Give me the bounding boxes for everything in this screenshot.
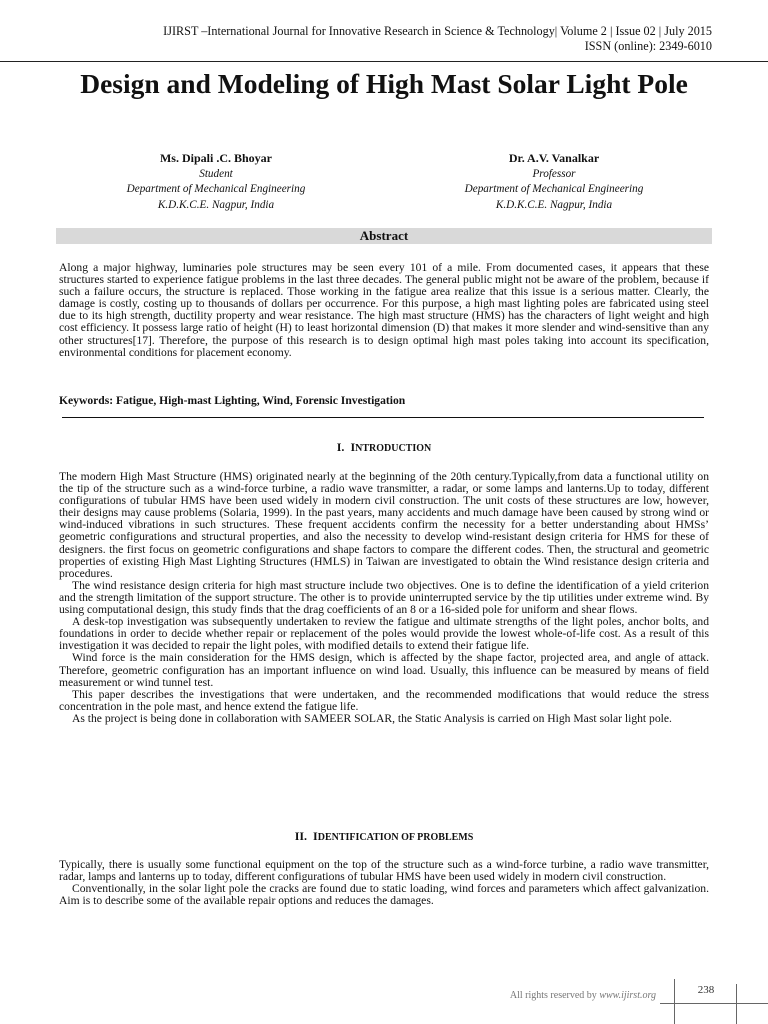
- journal-header: [72, 24, 712, 54]
- author-name: Dr. A.V. Vanalkar: [508, 151, 600, 165]
- keywords: Keywords: Fatigue, High-mast Lighting, Wind, Forensic Investigation: [59, 394, 406, 407]
- header-rule: [0, 61, 768, 62]
- paper-title: Design and Modeling of High Mast Solar Light Pole: [80, 68, 688, 99]
- paragraph: Wind force is the main consideration for the HMS design, which is affected by the shape factor, projected area, and angle of attack. Therefore, geometric configuration has an important influence on wind load. Usually, this influence can be measured by means of field measurement or wind tunnel test.: [59, 651, 709, 689]
- paragraph: Conventionally, in the solar light pole the cracks are found due to static loading, wind forces and parameters which affect galvanization. Aim is to describe some of the available repair options and reduces the damages.: [59, 882, 709, 908]
- section-title: DENTIFICATION OF PROBLEMS: [317, 832, 474, 843]
- journal-url[interactable]: www.ijirst.org: [599, 990, 656, 1001]
- section-initial: I: [313, 829, 318, 843]
- paragraph: A desk-top investigation was subsequently undertaken to review the fatigue and ultimate strengths of the light poles, anchor bolts, and foundations in order to decide whether repair or replacement of the poles would provide the lowest whole-of-life cost. As a result of this investigation it was decided to repair the light poles, with modified details to extend their fatigue life.: [59, 615, 709, 653]
- page-number: 238: [697, 984, 715, 996]
- footer-divider: [660, 1003, 768, 1004]
- paragraph: The modern High Mast Structure (HMS) originated nearly at the beginning of the 20th century.Typically,from data a functional utility on the tip of the structure such as a wind-force turbine, a radio wave transmitter, a radar, or some lamps and lanterns.Up to today, different configurations of tubular HMS have been used widely in modern civil construction. The unit costs of these structures are low, however, their designs may cause problems (Solaria, 1999). In the past years, many accidents and much damage have been caused by strong wind or wind-induced vibrations in such structures. These frequent accidents confirm the necessity for a better understanding about HMSs’ geometric configurations and structural properties, and also the necessity to develop wind-resistant design criteria for HMS for these of designers. the first focus on geometric configurations and shape factors to compare the different codes. Then, the structural and geometric properties of existing High Mast Lighting Structures (HMLS) in Taiwan are investigated to obtain the Wind resistance design criteria and procedures.: [59, 470, 709, 580]
- section-heading-introduction: [59, 440, 709, 456]
- footer-divider: [736, 984, 737, 1024]
- paragraph: Typically, there is usually some functional equipment on the top of the structure such as a wind-force turbine, a radio wave transmitter, radar, lamps and lanterns up to today, different configurations of tubular HMS have been used widely in modern civil construction.: [59, 858, 709, 884]
- section-heading-identification-of-problems: [59, 829, 709, 845]
- rights-text: All rights reserved by: [509, 990, 597, 1001]
- author-role: Student: [199, 167, 233, 180]
- paragraph: This paper describes the investigations that were undertaken, and the recommended modifications that would reduce the stress concentration in the pole mast, and hence extend the fatigue life.: [59, 687, 709, 713]
- footer-rights: [466, 990, 656, 1001]
- author-institution: K.D.K.C.E. Nagpur, India: [495, 198, 613, 211]
- author-2: [404, 151, 704, 213]
- paragraph: The wind resistance design criteria for high mast structure include two objectives. One is to define the identification of a yield criterion and the strength limitation of the support structure. The other is to provide uninterrupted service by the tip utilities under extreme wind. By using computational design, this study finds that the drag coefficients of an 8 or a 16-sided pole for uniform and shear flows.: [59, 578, 709, 617]
- section-number: II.: [294, 829, 308, 843]
- author-role: Professor: [532, 167, 576, 180]
- author-department: Department of Mechanical Engineering: [464, 183, 644, 196]
- issn: ISSN (online): 2349-6010: [584, 39, 712, 53]
- author-institution: K.D.K.C.E. Nagpur, India: [157, 198, 275, 211]
- section-title: NTRODUCTION: [355, 443, 432, 454]
- identification-body: [59, 859, 709, 907]
- abstract-text: Along a major highway, luminaries pole structures may be seen every 101 of a mile. From documented cases, it appears that these structures started to experience fatigue problems in the last three decades. The general public might not be aware of the problem, because if such a failure occurs, the structure is replaced. Those working in the fatigue area realize that this issue is a serious matter. Clearly, the damage is costly, costing up to thousands of dollars per occurrence. For this purpose, a high mast lighting poles are fabricated using steel due to its high strength, ductility property and wear resistance. The high mast structure (HMS) has the characters of light weight and high cost efficiency. It possess large ratio of height (H) to least horizontal dimension (D) that makes it more slender and wind-sensitive than any other structures[17]. Therefore, the purpose of this research is to design optimal high mast poles taking into account its specification, environmental conditions for placement economy.: [59, 261, 709, 359]
- section-number: I.: [336, 440, 345, 454]
- introduction-body: [59, 471, 709, 725]
- abstract-heading: Abstract: [56, 228, 712, 244]
- footer-divider: [674, 979, 675, 1024]
- journal-citation: IJIRST –International Journal for Innovative Research in Science & Technology| Volume 2 | Issue 02 | July 2015: [163, 24, 712, 38]
- section-initial: I: [350, 440, 356, 454]
- author-name: Ms. Dipali .C. Bhoyar: [159, 151, 272, 165]
- author-1: [66, 151, 366, 213]
- abstract-divider: [62, 417, 704, 418]
- paragraph: As the project is being done in collaboration with SAMEER SOLAR, the Static Analysis is carried on High Mast solar light pole.: [72, 711, 672, 725]
- author-department: Department of Mechanical Engineering: [126, 183, 306, 196]
